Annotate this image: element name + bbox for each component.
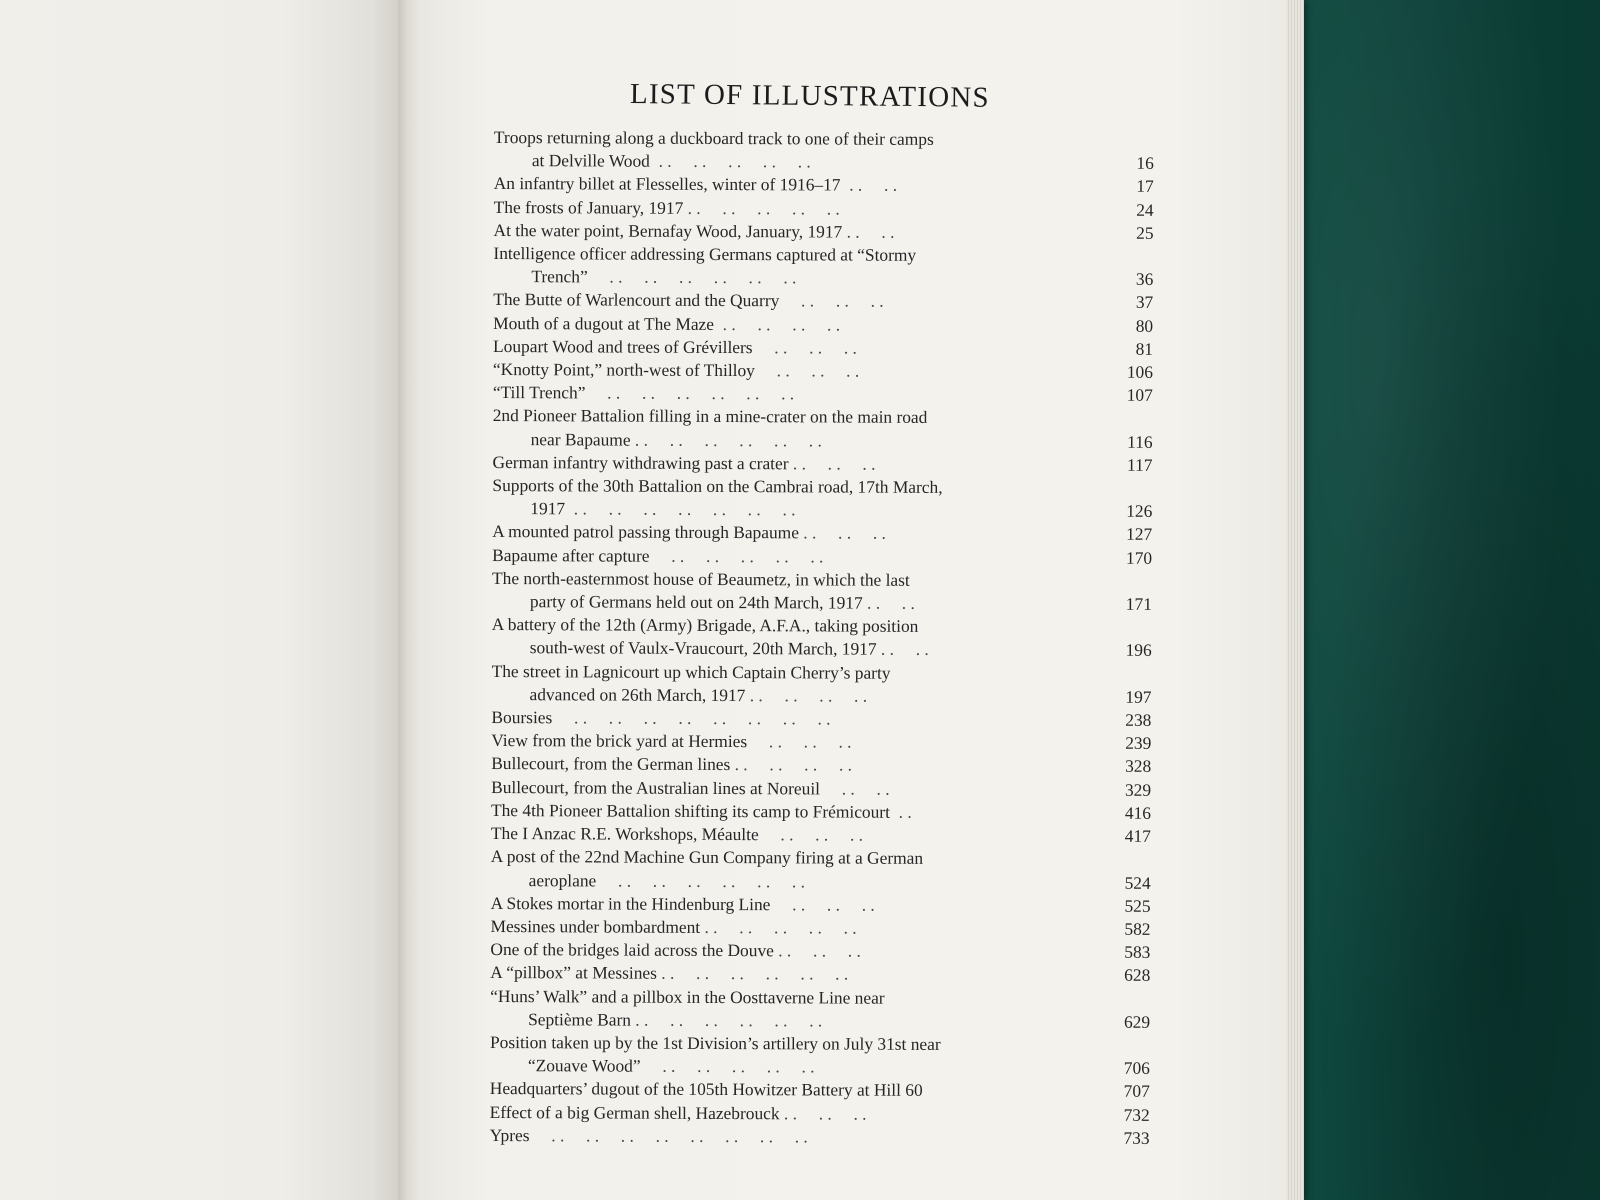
entry-title: “Knotty Point,” north-west of Thilloy [492,359,755,381]
leader-dots: . . . . . . . . . . . . . . . . [552,707,831,729]
page-number: 24 [1136,199,1154,220]
illustration-entry [493,335,1153,361]
page-block-edge [1286,0,1304,1200]
page-number: 126 [1126,501,1153,522]
page-number: 328 [1125,756,1152,777]
entry-title: The frosts of January, 1917 [493,196,684,218]
illustration-entry [493,358,1153,384]
illustration-entry [491,845,1151,894]
page-number: 127 [1126,524,1153,545]
entry-title-continued: party of Germans held out on 24th March, 1917 [529,591,863,613]
entry-title: The north-easternmost house of Beaumetz, in which the last [491,567,910,590]
illustration-entry [494,196,1154,222]
leader-dots: . . . . [840,174,898,196]
illustration-entry [493,381,1153,407]
entry-title: View from the brick yard at Hermies [491,730,748,752]
entry-title: Supports of the 30th Battalion on the Cambrai road, 17th March, [492,475,943,498]
entry-title-continued: near Bapaume [530,428,631,450]
page-number: 706 [1123,1057,1150,1078]
illustration-entry [490,1031,1150,1080]
leader-dots: . . . . . . . . . . . . [656,963,849,984]
entry-title: One of the bridges laid across the Douve [490,939,774,961]
entry-title: An infantry billet at Flesselles, winter of 1916–17 [493,173,841,195]
page-number: 524 [1124,872,1151,893]
page-number: 81 [1135,338,1154,359]
page-number: 107 [1126,384,1153,406]
illustration-entry [491,892,1151,918]
entry-title-continued: aeroplane [528,869,597,890]
leader-dots: . . . . . . . . . . . . . . . . [529,1124,808,1147]
page-number: 732 [1123,1104,1150,1125]
leader-dots: . . . . . . . . [745,684,868,706]
leader-dots: . . . . [819,778,890,799]
entry-title-continued: “Zouave Wood” [527,1055,641,1076]
page-number: 239 [1125,733,1152,754]
illustration-entry [492,544,1152,570]
illustration-entry [493,312,1153,338]
entry-title: Troops returning along a duckboard track to one of their camps [493,126,934,149]
leader-dots: . . . . . . [773,940,861,961]
entry-title: The I Anzac R.E. Workshops, Méaulte [490,823,759,845]
page-number: 733 [1123,1127,1150,1148]
page-number: 628 [1124,965,1151,986]
illustration-entry [491,752,1151,778]
illustration-entry [492,613,1152,662]
entry-title-continued: advanced on 26th March, 1917 [529,684,746,705]
illustration-entry [491,799,1151,825]
left-blank-page [0,0,405,1200]
page-number: 80 [1135,315,1154,336]
illustration-entry [491,776,1151,802]
page-number: 37 [1135,292,1154,313]
leader-dots: . . . . . . [752,336,857,358]
entry-title: A “pillbox” at Messines [490,962,657,984]
entry-title: Headquarters’ dugout of the 105th Howitzer Battery at Hill 60 [489,1078,923,1101]
page-number: 197 [1125,686,1152,707]
leader-dots: . . . . . . . . [713,313,841,335]
illustration-entry [492,567,1152,616]
leader-dots: . . . . . . . . . . . . [585,382,795,404]
entry-title: Messines under bombardment [490,915,701,937]
leader-dots: . . . . . . . . . . . . [630,429,822,451]
entry-title-continued: south-west of Vaulx-Vraucourt, 20th March, 1917 [529,637,877,660]
illustrations-list [490,126,1154,1150]
illustration-entry [492,451,1152,477]
page-number: 116 [1127,431,1153,452]
leader-dots: . . . . . . [758,824,864,845]
page-number: 17 [1136,176,1154,197]
entry-title: Bullecourt, from the Australian lines at Noreuil [491,776,821,799]
illustration-entry [490,1077,1150,1103]
illustration-entry [490,985,1150,1034]
illustration-entry [492,474,1152,523]
entry-title: Effect of a big German shell, Hazebrouck [489,1101,780,1123]
entry-title: The street in Lagnicourt up which Captain Cherry’s party [491,660,891,683]
leader-dots: . . . . . . . . . . [649,545,824,567]
leader-dots: . . . . . . . . . . . . . . [565,498,796,520]
entry-title: Position taken up by the 1st Division’s artillery on July 31st near [489,1031,941,1054]
leader-dots: . . . . . . . . . . [683,197,840,219]
entry-title-continued: Septième Barn [528,1008,632,1030]
entry-title: Ypres [489,1124,530,1145]
page-number: 117 [1127,454,1153,475]
page-number: 416 [1124,802,1152,823]
illustration-entry [490,1101,1150,1127]
illustration-entry [493,288,1153,314]
illustration-entry [490,915,1150,941]
leader-dots: . . . . . . . . . . . . [587,266,797,288]
illustration-entry [494,126,1154,175]
entry-title: Bapaume after capture [492,544,650,566]
book-gutter [398,0,422,1200]
entry-title: “Till Trench” [492,382,586,403]
illustration-entry [490,938,1150,964]
page-title: LIST OF ILLUSTRATIONS [629,78,990,114]
entry-title: Loupart Wood and trees of Grévillers [492,335,753,357]
leader-dots: . . . . [862,592,915,613]
leader-dots: . . . . . . [788,453,876,474]
leader-dots: . . . . . . . . . . . . [630,1009,823,1031]
page-number: 170 [1125,547,1153,568]
entry-title: A Stokes mortar in the Hindenburg Line [490,892,771,914]
page-number: 36 [1135,269,1154,290]
illustration-entry [493,404,1153,453]
leader-dots: . . . . . . . . . . [700,916,857,938]
entry-title: German infantry withdrawing past a crater [492,451,789,474]
leader-dots: . . . . . . . . . . . . [596,869,806,891]
leader-dots: . . . . . . [798,522,886,544]
illustration-entry [491,729,1151,755]
page-number: 417 [1124,825,1151,846]
page-number: 106 [1126,361,1153,382]
entry-title: The 4th Pioneer Battalion shifting its camp to Frémicourt [490,799,891,822]
leader-dots: . . . . . . . . . . [640,1055,815,1077]
page-number: 238 [1125,709,1152,730]
page-number: 583 [1124,941,1151,962]
entry-title: 2nd Pioneer Battalion filling in a mine-crater on the main road [492,405,928,428]
leader-dots: . . . . [842,221,895,242]
entry-title: A post of the 22nd Machine Gun Company firing at a German [490,846,924,869]
entry-title: Bullecourt, from the German lines [491,753,731,775]
page-number: 525 [1124,895,1151,916]
leader-dots: . . . . . . . . . . [649,150,811,172]
entry-title: At the water point, Bernafay Wood, January, 1917 [493,219,843,242]
leader-dots: . . [889,801,912,822]
illustration-entry [491,660,1151,709]
entry-title: Intelligence officer addressing Germans captured at “Stormy [493,243,917,265]
page-number: 196 [1125,640,1152,661]
entry-title-continued: 1917 [530,498,566,519]
entry-title: Boursies [491,707,553,728]
leader-dots: . . . . . . [747,731,852,752]
entry-title-continued: at Delville Wood [531,150,650,171]
entry-title: A mounted patrol passing through Bapaume [492,521,799,543]
entry-title: “Huns’ Walk” and a pillbox in the Oosttaverne Line near [490,985,885,1008]
entry-title: The Butte of Warlencourt and the Quarry [493,289,780,311]
illustration-entry [491,706,1151,732]
page-number: 582 [1124,918,1151,939]
illustration-entry [490,961,1150,987]
leader-dots: . . . . . . [770,893,875,915]
leader-dots: . . . . . . [754,360,860,381]
illustration-entry [490,1124,1150,1150]
entry-title: Mouth of a dugout at The Maze [493,312,715,334]
leader-dots: . . . . [876,639,929,660]
illustration-entry [494,172,1154,198]
page-number: 329 [1124,779,1152,800]
page-number: 25 [1136,222,1154,243]
leader-dots: . . . . . . [779,290,884,312]
page-number: 171 [1125,593,1152,614]
page-number: 629 [1123,1011,1151,1032]
entry-title: A battery of the 12th (Army) Brigade, A.F.A., taking position [491,614,919,637]
illustration-entry [491,822,1151,848]
green-cloth-background [1280,0,1600,1200]
page-number: 707 [1123,1081,1150,1102]
leader-dots: . . . . . . [779,1102,867,1124]
leader-dots: . . . . . . . . [730,754,853,776]
illustration-entry [493,242,1153,291]
entry-title-continued: Trench” [531,266,588,287]
page-number: 16 [1136,153,1154,174]
illustration-entry [492,520,1152,546]
illustration-entry [493,219,1153,245]
